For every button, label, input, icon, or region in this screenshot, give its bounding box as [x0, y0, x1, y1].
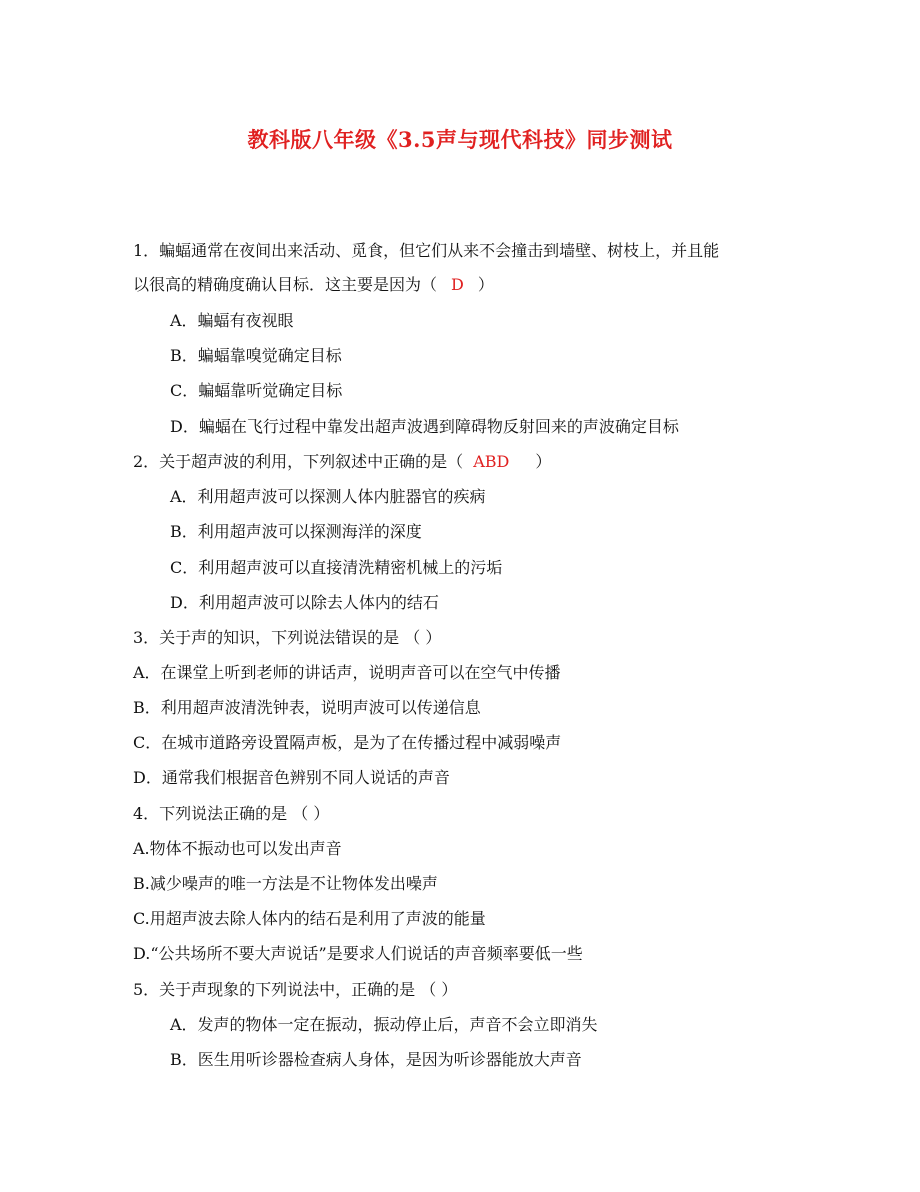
- q2-stem: [133, 451, 551, 473]
- q1-stem-line1: 1．蝙蝠通常在夜间出来活动、觅食，但它们从来不会撞击到墙壁、树枝上，并且能: [133, 241, 720, 260]
- q3-option-d: D．通常我们根据音色辨别不同人说话的声音: [133, 768, 450, 787]
- q3-stem: 3．关于声的知识，下列说法错误的是 （ ）: [133, 628, 442, 647]
- q4-stem: 4．下列说法正确的是 （ ）: [133, 804, 330, 823]
- q1-option-c: C．蝙蝠靠听觉确定目标: [170, 381, 343, 400]
- q4-option-c: C.用超声波去除人体内的结石是利用了声波的能量: [133, 909, 486, 928]
- q1-close-paren: ）: [477, 275, 494, 294]
- q5-option-b: B．医生用听诊器检查病人身体，是因为听诊器能放大声音: [170, 1050, 582, 1069]
- q1-stem-prefix: 以很高的精确度确认目标．这主要是因为（: [133, 275, 438, 294]
- q5-option-a: A．发声的物体一定在振动，振动停止后，声音不会立即消失: [170, 1015, 598, 1034]
- q2-option-b: B．利用超声波可以探测海洋的深度: [170, 522, 422, 541]
- q3-option-b: B．利用超声波清洗钟表，说明声波可以传递信息: [133, 698, 481, 717]
- q2-option-c: C．利用超声波可以直接清洗精密机械上的污垢: [170, 558, 503, 577]
- q1-option-b: B．蝙蝠靠嗅觉确定目标: [170, 346, 342, 365]
- q2-stem-prefix: 2．关于超声波的利用，下列叙述中正确的是（: [133, 452, 464, 471]
- q2-close-paren: ）: [535, 452, 552, 471]
- q2-answer: ABD: [473, 452, 510, 471]
- document-title: 教科版八年级《3.5声与现代科技》同步测试: [247, 127, 673, 152]
- q4-option-d: D.“公共场所不要大声说话”是要求人们说话的声音频率要低一些: [133, 944, 583, 963]
- q5-stem: 5．关于声现象的下列说法中，正确的是 （ ）: [133, 980, 458, 999]
- q1-answer: D: [451, 275, 464, 294]
- q1-option-d: D．蝙蝠在飞行过程中靠发出超声波遇到障碍物反射回来的声波确定目标: [170, 417, 679, 436]
- q1-stem-line2: [133, 274, 494, 296]
- q2-option-d: D．利用超声波可以除去人体内的结石: [170, 593, 439, 612]
- q1-option-a: A．蝙蝠有夜视眼: [170, 311, 294, 330]
- q3-option-a: A．在课堂上听到老师的讲话声，说明声音可以在空气中传播: [133, 663, 561, 682]
- q2-option-a: A．利用超声波可以探测人体内脏器官的疾病: [170, 487, 486, 506]
- q3-option-c: C．在城市道路旁设置隔声板，是为了在传播过程中减弱噪声: [133, 733, 562, 752]
- q4-option-a: A.物体不振动也可以发出声音: [133, 839, 342, 858]
- q4-option-b: B.减少噪声的唯一方法是不让物体发出噪声: [133, 874, 438, 893]
